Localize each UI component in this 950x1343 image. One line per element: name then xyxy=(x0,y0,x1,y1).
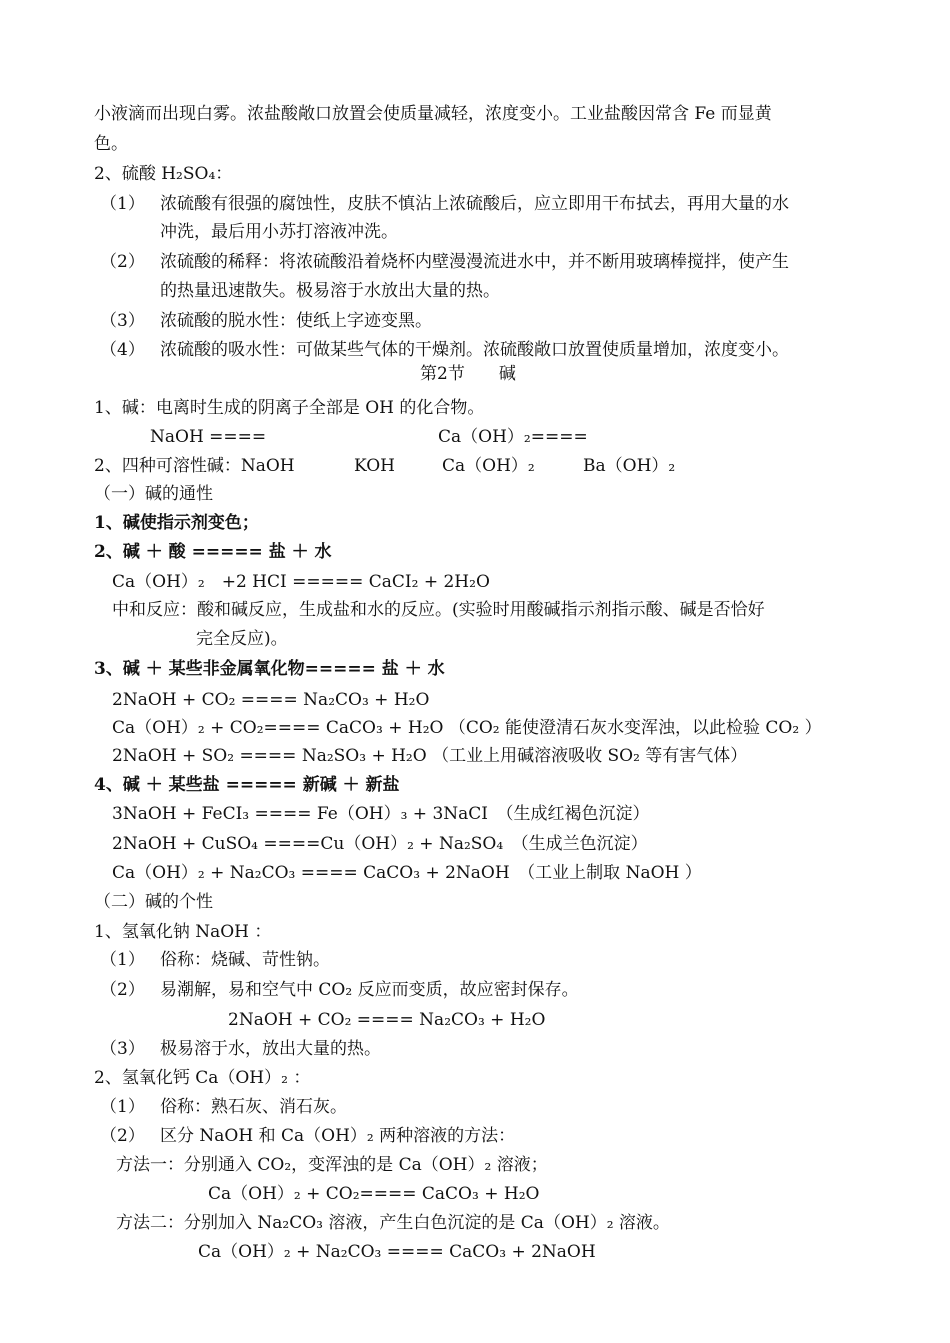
list-number: （2） xyxy=(100,980,145,1000)
text-line: 1、氢氧化钠 NaOH ： xyxy=(94,922,272,942)
list-item-text: 冲洗，最后用小苏打溶液冲洗。 xyxy=(160,222,398,242)
text-line: 小液滴而出现白雾。浓盐酸敞口放置会使质量减轻，浓度变小。工业盐酸因常含 Fe 而显黄 xyxy=(94,104,772,124)
equation: 2NaOH + CO₂ ==== Na₂CO₃ + H₂O xyxy=(228,1010,546,1030)
list-number: （1） xyxy=(100,1097,145,1117)
text-line: 方法二：分别加入 Na₂CO₃ 溶液，产生白色沉淀的是 Ca（OH）₂ 溶液。 xyxy=(116,1213,670,1233)
list-number: （1） xyxy=(100,950,145,970)
list-number: （1） xyxy=(100,194,145,214)
list-item-text: 极易溶于水，放出大量的热。 xyxy=(160,1039,381,1059)
list-number: （2） xyxy=(100,1126,145,1146)
list-item-text: 易潮解，易和空气中 CO₂ 反应而变质，故应密封保存。 xyxy=(160,980,579,1000)
text-line: 2、四种可溶性碱：NaOH xyxy=(94,456,295,476)
subsection-heading: （二）碱的个性 xyxy=(94,892,213,912)
list-number: （3） xyxy=(100,311,145,331)
list-item-text: 俗称：烧碱、苛性钠。 xyxy=(160,950,330,970)
list-item-text: 浓硫酸有很强的腐蚀性，皮肤不慎沾上浓硫酸后，应立即用干布拭去，再用大量的水 xyxy=(160,194,789,214)
equation: Ca（OH）₂ +2 HCI ===== CaCI₂ + 2H₂O xyxy=(112,572,490,592)
text-line: KOH xyxy=(354,456,396,476)
list-item-text: 的热量迅速散失。极易溶于水放出大量的热。 xyxy=(160,281,500,301)
list-number: （2） xyxy=(100,252,145,272)
section-title: 第2节 碱 xyxy=(420,364,516,384)
list-number: （4） xyxy=(100,340,145,360)
equation: Ca（OH）₂ + Na₂CO₃ ==== CaCO₃ + 2NaOH （工业上制取 NaOH ） xyxy=(112,863,702,883)
equation: Ca（OH）₂ + CO₂==== CaCO₃ + H₂O （CO₂ 能使澄清石灰水变浑浊，以此检验 CO₂ ） xyxy=(112,718,822,738)
equation: 3NaOH + FeCI₃ ==== Fe（OH）₃ + 3NaCI （生成红褐色沉淀） xyxy=(112,804,650,824)
text-line: 中和反应：酸和碱反应，生成盐和水的反应。(实验时用酸碱指示剂指示酸、碱是否恰好 xyxy=(112,600,765,620)
property-heading: 4、碱 ＋ 某些盐 ===== 新碱 ＋ 新盐 xyxy=(94,775,400,795)
list-item-text: 浓硫酸的稀释：将浓硫酸沿着烧杯内壁漫漫流进水中，并不断用玻璃棒搅拌，使产生 xyxy=(160,252,789,272)
list-item-text: 区分 NaOH 和 Ca（OH）₂ 两种溶液的方法： xyxy=(160,1126,516,1146)
equation: Ca（OH）₂==== xyxy=(438,427,588,447)
list-item-text: 浓硫酸的吸水性：可做某些气体的干燥剂。浓硫酸敞口放置使质量增加，浓度变小。 xyxy=(160,340,789,360)
equation: NaOH ==== xyxy=(150,427,267,447)
subsection-heading: （一）碱的通性 xyxy=(94,484,213,504)
property-heading: 3、碱 ＋ 某些非金属氧化物===== 盐 ＋ 水 xyxy=(94,659,445,679)
equation: Ca（OH）₂ + CO₂==== CaCO₃ + H₂O xyxy=(208,1184,540,1204)
section-heading-sulfuric-acid: 2、硫酸 H₂SO₄： xyxy=(94,164,233,184)
equation: Ca（OH）₂ + Na₂CO₃ ==== CaCO₃ + 2NaOH xyxy=(198,1242,596,1262)
text-line: 方法一：分别通入 CO₂，变浑浊的是 Ca（OH）₂ 溶液； xyxy=(116,1155,548,1175)
definition-line: 1、碱：电离时生成的阴离子全部是 OH 的化合物。 xyxy=(94,398,485,418)
text-line: Ba（OH）₂ xyxy=(583,456,676,476)
list-item-text: 俗称：熟石灰、消石灰。 xyxy=(160,1097,347,1117)
text-line: Ca（OH）₂ xyxy=(442,456,535,476)
equation: 2NaOH + CO₂ ==== Na₂CO₃ + H₂O xyxy=(112,690,430,710)
text-line: 2、氢氧化钙 Ca（OH）₂ ： xyxy=(94,1068,311,1088)
property-heading: 1、碱使指示剂变色； xyxy=(94,513,259,533)
list-item-text: 浓硫酸的脱水性：使纸上字迹变黑。 xyxy=(160,311,432,331)
equation: 2NaOH + CuSO₄ ====Cu（OH）₂ + Na₂SO₄ （生成兰色沉淀） xyxy=(112,834,648,854)
equation: 2NaOH + SO₂ ==== Na₂SO₃ + H₂O （工业上用碱溶液吸收 SO₂ 等有害气体） xyxy=(112,746,748,766)
property-heading: 2、碱 ＋ 酸 ===== 盐 ＋ 水 xyxy=(94,542,332,562)
text-line: 完全反应)。 xyxy=(196,629,288,649)
list-number: （3） xyxy=(100,1039,145,1059)
text-line: 色。 xyxy=(94,134,128,154)
